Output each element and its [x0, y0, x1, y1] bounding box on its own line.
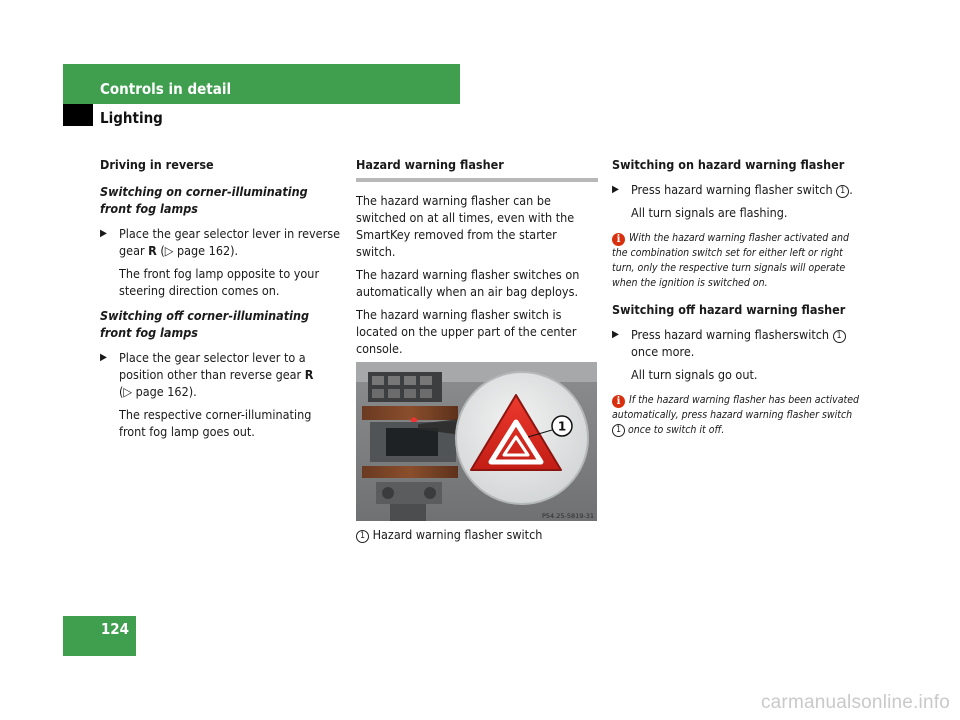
step-text-end: once more. [631, 344, 695, 359]
note-text-end: once to switch it off. [625, 424, 725, 436]
step-arrow-icon: ▶ [100, 352, 107, 363]
gear-label: R [304, 367, 314, 382]
result-text: All turn signals are flashing. [631, 205, 788, 220]
gear-label: R [148, 243, 157, 258]
step-switch-off-hazard [612, 326, 862, 360]
paragraph: The hazard warning flasher switches on automatically when an air bag deploys. [356, 267, 580, 299]
figure-callout-number: 1 [557, 419, 567, 434]
step-text: Place the gear selector lever in reverse gear [119, 226, 341, 258]
paragraph: The hazard warning flasher switch is located on the upper part of the center console. [356, 307, 577, 356]
figure-code: P54.25-5819-31 [541, 512, 594, 520]
note-text: With the hazard warning flasher activated and the combination switch set for either left or right turn, only the respective turn signals will operate when the ignition is switched on. [612, 232, 850, 289]
caption-number-badge: 1 [356, 530, 369, 543]
column-hazard-flasher [356, 156, 598, 357]
info-icon: i [612, 395, 625, 408]
result-text: All turn signals go out. [631, 367, 758, 382]
step-arrow-icon: ▶ [612, 184, 619, 195]
watermark: carmanualsonline.info [760, 692, 950, 713]
switch-number-badge: 1 [836, 185, 849, 198]
page-number: 124 [100, 620, 129, 638]
column-hazard-operation [612, 156, 862, 438]
note-text: If the hazard warning flasher has been activated automatically, press hazard warning flasher switch [612, 394, 860, 421]
result-text: The respective corner-illuminating front fog lamp goes out. [119, 407, 312, 439]
section-title: Controls in detail [100, 80, 232, 98]
step-switch-off-fog [100, 349, 340, 400]
heading-switch-off-hazard: Switching off hazard warning flasher [612, 302, 846, 317]
header-tab-marker [63, 104, 93, 126]
step-text: Press hazard warning flasher switch [631, 182, 837, 197]
step-text: Place the gear selector lever to a position other than reverse gear [119, 350, 306, 382]
step-arrow-icon: ▶ [100, 228, 107, 239]
step-switch-on-hazard [612, 181, 862, 198]
figure-caption [356, 526, 598, 543]
subheading-switch-on-fog: Switching on corner-illuminating front fog lamps [100, 184, 308, 216]
heading-driving-in-reverse: Driving in reverse [100, 157, 214, 172]
heading-switch-on-hazard: Switching on hazard warning flasher [612, 157, 845, 172]
subsection-title: Lighting [100, 109, 163, 127]
heading-hazard-flasher: Hazard warning flasher [356, 156, 598, 182]
switch-number-badge: 1 [612, 424, 625, 437]
step-arrow-icon: ▶ [612, 329, 619, 340]
result-text: The front fog lamp opposite to your steering direction comes on. [119, 266, 320, 298]
caption-text: Hazard warning flasher switch [372, 527, 543, 542]
subheading-switch-off-fog: Switching off corner-illuminating front fog lamps [100, 308, 310, 340]
column-reverse-driving [100, 156, 340, 440]
step-text: Press hazard warning flasherswitch [631, 327, 833, 342]
switch-number-badge: 1 [833, 330, 846, 343]
info-note [612, 231, 862, 291]
paragraph: The hazard warning flasher can be switched on at all times, even with the SmartKey removed from the starter switch. [356, 193, 575, 259]
hazard-switch-photo [356, 362, 597, 521]
step-switch-on-fog [100, 225, 340, 259]
page-reference: (▷ page 162). [119, 384, 197, 399]
info-icon: i [612, 233, 625, 246]
page-reference: (▷ page 162). [156, 243, 239, 258]
step-text-end: . [849, 182, 853, 197]
info-note [612, 393, 862, 438]
